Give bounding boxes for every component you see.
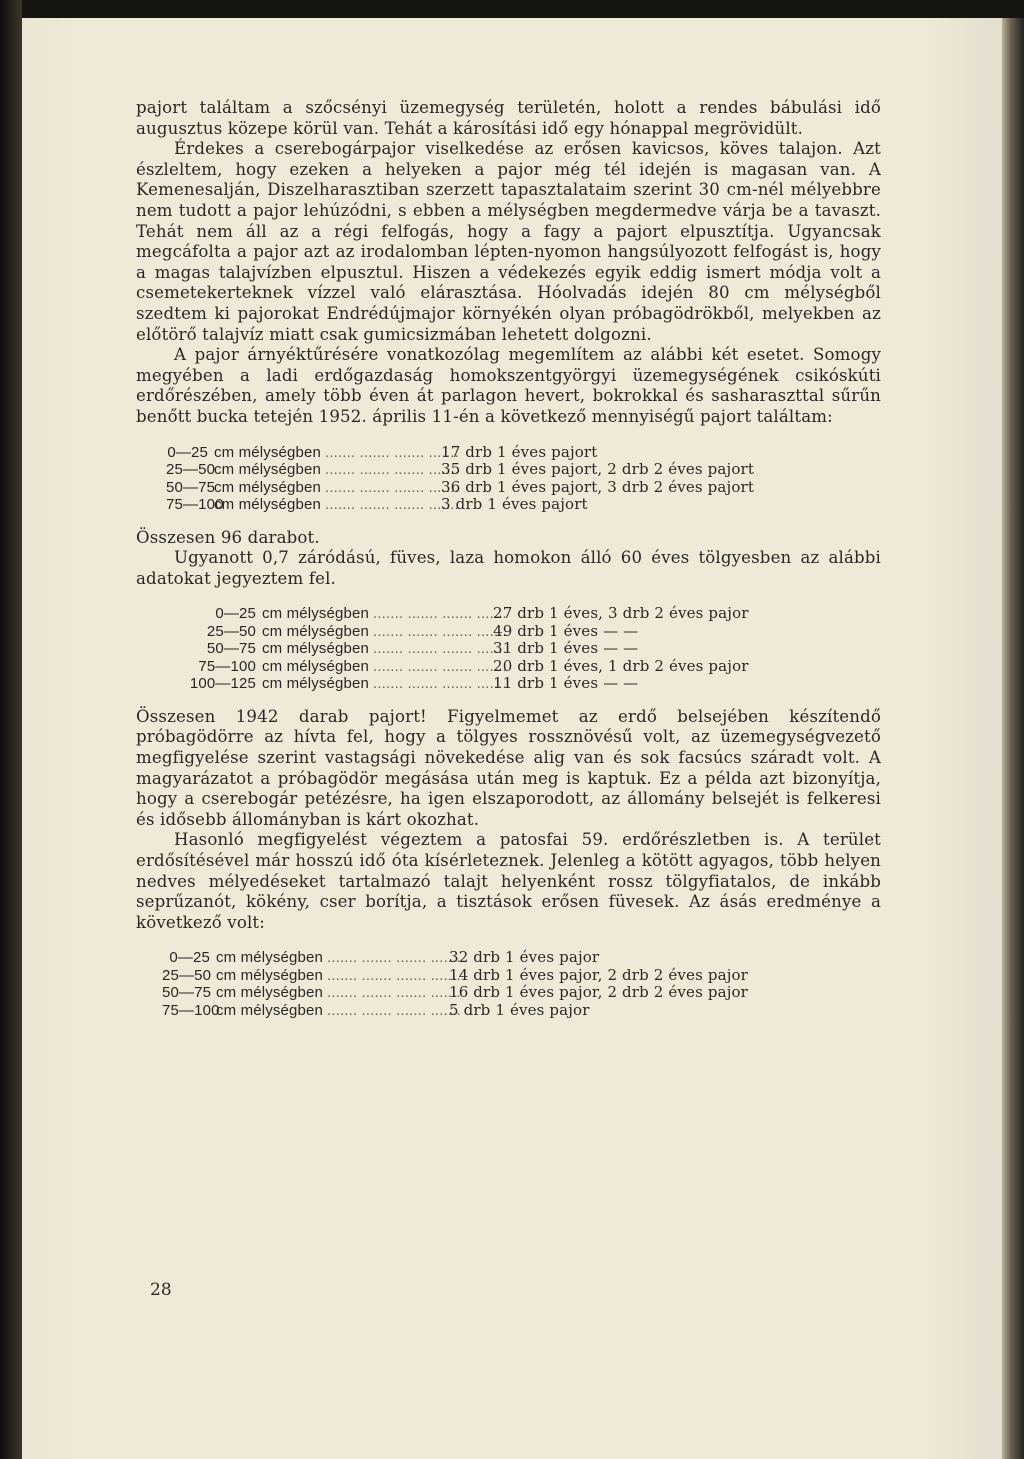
- leader-dots: ....... ....... ....... .......: [373, 605, 507, 623]
- leader-dots: ....... ....... ....... .......: [373, 657, 507, 675]
- count-value: 20 drb 1 éves, 1 drb 2 éves pajor: [493, 656, 749, 675]
- depth-unit: cm mélységben: [214, 496, 321, 513]
- paragraph-5: Összesen 1942 darab pajort! Figyelmemet az erdő belsejében készítendő próbagödörre az hívta fel, hogy a tölgyes rossznövésű volt, az üzemegységvezető megfigyelése szerint vastagsági növekedése alig van és sok facsúcs száradt volt. A magyarázatot a próbagödör megásása után meg is kaptuk. Ez a példa azt bizonyítja, hogy a cserebogár petézésre, ha igen elszaporodott, az állomány belsejét is felkeresi és idősebb állományban is kárt okozhat.: [136, 706, 881, 829]
- count-value: 36 drb 1 éves pajort, 3 drb 2 éves pajort: [441, 477, 754, 496]
- depth-range: 75—100: [198, 657, 256, 675]
- depth-unit: cm mélységben: [216, 984, 323, 1002]
- table-row: [136, 675, 881, 693]
- depth-table-2: [136, 605, 881, 693]
- depth-range: 0—25: [169, 949, 210, 967]
- depth-range: 75—100: [162, 1001, 220, 1019]
- leader-dots: ....... ....... ....... .......: [327, 984, 461, 1002]
- table-row: [136, 640, 881, 658]
- depth-unit: cm mélységben: [216, 966, 323, 984]
- table-row: [136, 479, 881, 497]
- paragraph-6: Hasonló megfigyelést végeztem a patosfai 59. erdőrészletben is. A terület erdősítésével már hosszú idő óta kísérleteznek. Jelenleg a kötött agyagos, több helyen nedves mélyedéseket tartalmazó talajt helyenként rossz tölgyfiatalos, de inkább seprűzanót, kökény, cser borítja, a tisztások erősen füvesek. Az ásás eredménye a következő volt:: [136, 830, 881, 932]
- count-value: 27 drb 1 éves, 3 drb 2 éves pajor: [493, 604, 749, 623]
- depth-table-3: [136, 949, 881, 1019]
- count-value: 49 drb 1 éves — —: [493, 621, 639, 640]
- depth-unit: cm mélységben: [262, 640, 369, 658]
- page-edge-shadow: [1002, 18, 1024, 1459]
- leader-dots: ....... ....... ....... .......: [327, 949, 461, 967]
- leader-dots: ....... ....... ....... .......: [325, 478, 459, 496]
- leader-dots: ....... ....... ....... .......: [373, 622, 507, 640]
- page-content: [136, 98, 881, 1033]
- leader-dots: ....... ....... ....... .......: [325, 443, 459, 461]
- depth-range: 50—75: [166, 478, 216, 496]
- book-spine: [0, 0, 22, 1459]
- count-value: 35 drb 1 éves pajort, 2 drb 2 éves pajort: [441, 460, 754, 478]
- leader-dots: ....... ....... ....... .......: [373, 640, 507, 658]
- leader-dots: ....... ....... ....... .......: [325, 496, 459, 513]
- table-row: [136, 496, 881, 514]
- count-value: 3 drb 1 éves pajort: [441, 495, 588, 513]
- depth-range: 50—75: [206, 640, 256, 658]
- count-value: 14 drb 1 éves pajor, 2 drb 2 éves pajor: [449, 965, 748, 984]
- leader-dots: ....... ....... ....... .......: [373, 675, 507, 693]
- paragraph-2: Érdekes a cserebogárpajor viselkedése az erősen kavicsos, köves talajon. Azt észleltem, hogy ezeken a helyeken a pajor még tél idején is magasan van. A Kemenesalján, Diszelharasztiban szerzett tapasztalataim szerint 30 cm-nél mélyebbre nem tudott a pajor lehúzódni, s ebben a mélységben megdermedve várja be a tavaszt. Tehát nem áll az a régi felfogás, hogy a fagy a pajort elpusztítja. Ugyancsak megcáfolta a pajor azt az irodalomban lépten-nyomon hangsúlyozott felfogást is, hogy a magas talajvízben elpusztul. Hiszen a védekezés egyik eddig ismert módja volt a csemetekerteknek vízzel való elárasztása. Hóolvadás idején 80 cm mélységből szedtem ki pajorokat Endrédújmajor környékén olyan próbagödrökből, melyekben az előtörő talajvíz miatt csak gumicsizmában lehetett dolgozni.: [136, 139, 881, 344]
- table-row: [136, 444, 881, 462]
- count-value: 31 drb 1 éves — —: [493, 639, 639, 658]
- book-page: [22, 18, 1002, 1459]
- table-row: [136, 461, 881, 479]
- leader-dots: ....... ....... ....... .......: [327, 966, 461, 984]
- depth-unit: cm mélységben: [214, 461, 321, 478]
- count-value: 11 drb 1 éves — —: [493, 674, 639, 693]
- table-row: [136, 1002, 881, 1020]
- depth-range: 25—50: [162, 966, 212, 984]
- leader-dots: ....... ....... ....... .......: [325, 461, 459, 478]
- depth-unit: cm mélységben: [216, 949, 323, 967]
- paragraph-4: Ugyanott 0,7 záródású, füves, laza homokon álló 60 éves tölgyesben az alábbi adatokat jegyeztem fel.: [136, 548, 881, 588]
- paragraph-1: pajort találtam a szőcsényi üzemegység területén, holott a rendes bábulási idő augusztus közepe körül van. Tehát a károsítási idő egy hónappal megrövidült.: [136, 98, 881, 138]
- depth-unit: cm mélységben: [262, 657, 369, 675]
- depth-range: 50—75: [162, 984, 212, 1002]
- count-value: 16 drb 1 éves pajor, 2 drb 2 éves pajor: [449, 983, 748, 1002]
- table-row: [136, 605, 881, 623]
- leader-dots: ....... ....... ....... .......: [327, 1001, 461, 1019]
- paragraph-3: A pajor árnyéktűrésére vonatkozólag megemlítem az alábbi két esetet. Somogy megyében a ladi erdőgazdaság homokszentgyörgyi üzemegységének csikóskúti erdőrészében, amely több éven át parlagon hevert, bokrokkal és sasharaszttal sűrűn benőtt bucka tetején 1952. április 11-én a következő mennyiségű pajort találtam:: [136, 345, 881, 426]
- depth-unit: cm mélységben: [214, 443, 321, 461]
- table-row: [136, 984, 881, 1002]
- depth-unit: cm mélységben: [214, 478, 321, 496]
- table-row: [136, 623, 881, 641]
- sum-1: Összesen 96 darabot.: [136, 527, 320, 547]
- table-row: [136, 658, 881, 676]
- count-value: 32 drb 1 éves pajor: [449, 948, 600, 967]
- depth-range: 0—25: [215, 605, 256, 623]
- page-number: 28: [150, 1280, 172, 1300]
- scan-top-border: [0, 0, 1024, 18]
- depth-unit: cm mélységben: [216, 1001, 323, 1019]
- depth-unit: cm mélységben: [262, 605, 369, 623]
- count-value: 17 drb 1 éves pajort: [441, 442, 598, 461]
- depth-unit: cm mélységben: [262, 622, 369, 640]
- count-value: 5 drb 1 éves pajor: [449, 1000, 590, 1019]
- depth-range: 25—50: [206, 622, 256, 640]
- depth-table-1: [136, 444, 881, 514]
- depth-range: 100—125: [189, 675, 256, 693]
- table-row: [136, 949, 881, 967]
- depth-unit: cm mélységben: [262, 675, 369, 693]
- depth-range: 25—50: [166, 461, 216, 478]
- depth-range: 75—100: [166, 496, 224, 513]
- table-row: [136, 967, 881, 985]
- depth-range: 0—25: [167, 443, 208, 461]
